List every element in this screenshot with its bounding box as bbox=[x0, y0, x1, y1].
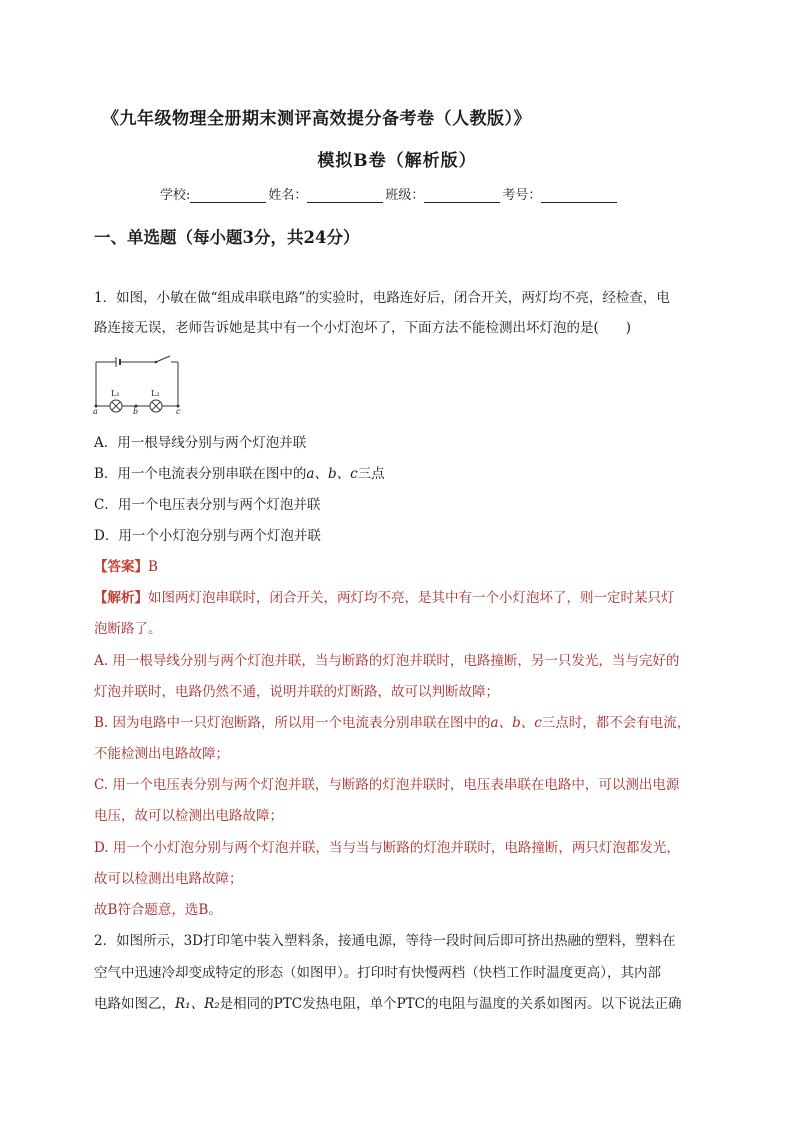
q2-line2: 空气中迅速冷却变成特定的形态（如图甲）。打印时有快慢两档（快档工作时温度更高），其内部 bbox=[94, 965, 661, 981]
explain-b1-text: B. 因为电路中一只灯泡断路，所以用一个电流表分别串联在图中的 bbox=[94, 715, 491, 731]
q1-explain-c2: 电压，故可以检测出电路故障； bbox=[94, 808, 283, 824]
q1-stem-line1: 1．如图，小敏在做“组成串联电路”的实验时，电路连好后，闭合开关，两灯均不亮，经检查，电 bbox=[94, 290, 670, 306]
q1-explain-a1: A. 用一根导线分别与两个灯泡并联，当与断路的灯泡并联时，电路撞断，另一只发光，当与完好的 bbox=[94, 653, 680, 669]
q2-line1: 2．如图所示，3D打印笔中装入塑料条，接通电源，等待一段时间后即可挤出热融的塑料，塑料在 bbox=[94, 933, 676, 949]
answer-tag: 【答案】 bbox=[94, 559, 148, 575]
q1-explain-b2: 不能检测出电路故障； bbox=[94, 746, 229, 762]
school-blank[interactable] bbox=[190, 188, 266, 203]
explain-b1-vars: a、b、c bbox=[490, 715, 542, 731]
q1-analysis-line1 bbox=[94, 583, 704, 613]
exam-no-label: 考号： bbox=[502, 188, 542, 203]
q1-explain-d1: D. 用一个小灯泡分别与两个灯泡并联，当与当与断路的灯泡并联时，电路撞断，两只灯泡都发光， bbox=[94, 840, 680, 856]
q2-line3-vars: R₁、R₂ bbox=[175, 996, 220, 1012]
class-blank[interactable] bbox=[424, 188, 500, 203]
paper-title: 模拟B卷（解析版） bbox=[317, 151, 477, 171]
series-circuit-figure bbox=[90, 350, 186, 414]
q1-explain-c1: C. 用一个电压表分别与两个灯泡并联，与断路的灯泡并联时，电压表串联在电路中，可以测出电源 bbox=[94, 777, 680, 793]
q1-stem-line2: 路连接无误，老师告诉她是其中有一个小灯泡坏了，下面方法不能检测出坏灯泡的是( ) bbox=[94, 320, 632, 336]
point-c: c bbox=[176, 407, 181, 414]
q1-option-b-vars: a、b、c bbox=[306, 466, 358, 482]
q1-conclusion: 故B符合题意，选B。 bbox=[94, 902, 222, 918]
q1-option-a: A．用一根导线分别与两个灯泡并联 bbox=[94, 435, 307, 451]
label-L1: L₁ bbox=[111, 389, 120, 398]
series-title: 《九年级物理全册期末测评高效提分备考卷（人教版）》 bbox=[102, 109, 531, 129]
section-title: 一、单选题（每小题3分，共24分） bbox=[94, 228, 360, 247]
exam-no-blank[interactable] bbox=[541, 188, 617, 203]
q1-explain-a2: 灯泡并联时，电路仍然不通，说明并联的灯断路，故可以判断故障； bbox=[94, 684, 499, 700]
q1-option-b bbox=[94, 459, 704, 489]
name-label: 姓名： bbox=[268, 188, 308, 203]
point-a: a bbox=[93, 407, 98, 414]
label-L2: L₂ bbox=[151, 389, 160, 398]
analysis-text1: 如图两灯泡串联时，闭合开关，两灯均不亮，是其中有一个小灯泡坏了，则一定时某只灯 bbox=[148, 590, 675, 606]
q1-explain-b1 bbox=[94, 708, 704, 738]
name-blank[interactable] bbox=[307, 188, 383, 203]
explain-b1-suffix: 三点时，都不会有电流， bbox=[541, 715, 691, 731]
q1-option-b-text: B．用一个电流表分别串联在图中的 bbox=[94, 466, 307, 482]
q2-line3 bbox=[94, 989, 704, 1019]
q1-option-d: D．用一个小灯泡分别与两个灯泡并联 bbox=[94, 528, 321, 544]
q1-analysis-line2: 泡断路了。 bbox=[94, 621, 162, 637]
q1-answer bbox=[94, 552, 704, 582]
analysis-tag: 【解析】 bbox=[94, 590, 148, 606]
answer-value: B bbox=[148, 559, 158, 575]
q1-explain-d2: 故可以检测出电路故障； bbox=[94, 871, 243, 887]
q2-line3-text: 电路如图乙， bbox=[94, 996, 175, 1012]
q1-option-b-suffix: 三点 bbox=[357, 466, 385, 482]
q1-option-c: C．用一个电压表分别与两个灯泡并联 bbox=[94, 497, 321, 513]
school-label: 学校: bbox=[160, 188, 191, 203]
q2-line3-suffix: 是相同的PTC发热电阻，单个PTC的电阻与温度的关系如图丙。以下说法正确 bbox=[219, 996, 682, 1012]
student-info-fields bbox=[160, 184, 619, 203]
class-label: 班级： bbox=[385, 188, 425, 203]
point-b: b bbox=[133, 407, 139, 414]
